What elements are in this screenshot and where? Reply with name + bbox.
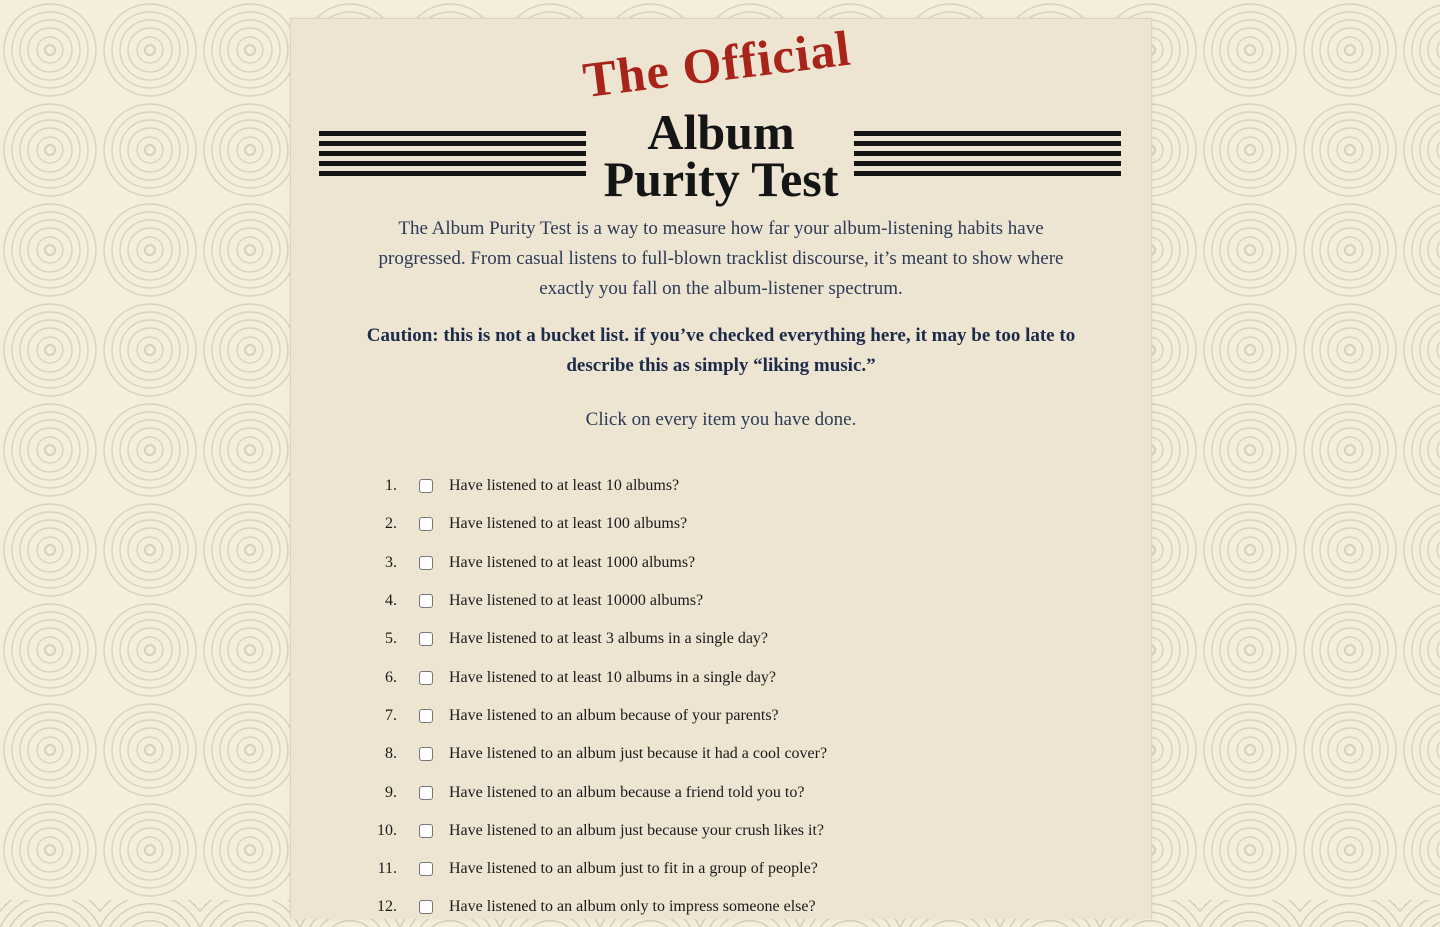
item-number: 11.	[377, 860, 397, 878]
item-number: 3.	[385, 553, 397, 571]
item-number: 10.	[377, 821, 397, 839]
item-label[interactable]: Have listened to an album just to fit in a group of people?	[449, 860, 818, 878]
caution-paragraph: Caution: this is not a bucket list. if you’ve checked everything here, it may be too late to describe this as simply “liking music.”	[366, 325, 1076, 376]
item-checkbox[interactable]	[419, 709, 433, 723]
item-label[interactable]: Have listened to at least 10000 albums?	[449, 592, 704, 610]
item-checkbox[interactable]	[419, 479, 433, 493]
item-label[interactable]: Have listened to at least 3 albums in a single day?	[449, 630, 769, 648]
item-number: 7.	[385, 706, 397, 724]
item-checkbox[interactable]	[419, 632, 433, 646]
item-number: 8.	[385, 745, 397, 763]
item-checkbox[interactable]	[419, 517, 433, 531]
header-kicker: The Official	[580, 19, 854, 109]
instructions-text: Click on every item you have done.	[585, 409, 857, 430]
item-label[interactable]: Have listened to at least 1000 albums?	[449, 553, 696, 571]
purity-test-list	[361, 467, 1081, 927]
item-label[interactable]: Have listened to at least 10 albums in a single day?	[449, 668, 777, 686]
list-item-1[interactable]	[361, 467, 1081, 505]
list-item-4[interactable]	[361, 582, 1081, 620]
list-item-2[interactable]	[361, 505, 1081, 543]
item-label[interactable]: Have listened to an album only to impress someone else?	[449, 898, 816, 916]
item-number: 12.	[377, 898, 397, 916]
item-label[interactable]: Have listened to an album because of your parents?	[449, 706, 779, 724]
list-item-7[interactable]	[361, 697, 1081, 735]
item-number: 6.	[385, 668, 397, 686]
item-checkbox[interactable]	[419, 594, 433, 608]
item-label[interactable]: Have listened to an album just because it had a cool cover?	[449, 745, 828, 763]
item-label[interactable]: Have listened to an album just because your crush likes it?	[449, 821, 825, 839]
item-checkbox[interactable]	[419, 671, 433, 685]
list-item-5[interactable]	[361, 620, 1081, 658]
item-number: 9.	[385, 783, 397, 801]
item-checkbox[interactable]	[419, 824, 433, 838]
list-item-10[interactable]	[361, 812, 1081, 850]
page-title-line2: Purity Test	[603, 151, 839, 207]
item-checkbox[interactable]	[419, 556, 433, 570]
item-number: 5.	[385, 630, 397, 648]
item-checkbox[interactable]	[419, 747, 433, 761]
page-header	[291, 19, 1151, 209]
list-item-8[interactable]	[361, 735, 1081, 773]
item-label[interactable]: Have listened to an album because a friend told you to?	[449, 783, 805, 801]
list-item-3[interactable]	[361, 544, 1081, 582]
item-checkbox[interactable]	[419, 786, 433, 800]
item-label[interactable]: Have listened to at least 10 albums?	[449, 477, 680, 495]
list-item-11[interactable]	[361, 850, 1081, 888]
item-label[interactable]: Have listened to at least 100 albums?	[449, 515, 688, 533]
item-number: 2.	[385, 515, 397, 533]
item-checkbox[interactable]	[419, 900, 433, 914]
item-number: 1.	[385, 477, 397, 495]
item-number: 4.	[385, 592, 397, 610]
page-title-line1: Album	[647, 104, 795, 160]
list-item-6[interactable]	[361, 658, 1081, 696]
list-item-9[interactable]	[361, 773, 1081, 811]
list-item-12[interactable]	[361, 888, 1081, 926]
item-checkbox[interactable]	[419, 862, 433, 876]
main-content-panel	[290, 18, 1152, 919]
intro-paragraph: The Album Purity Test is a way to measure how far your album-listening habits have progressed. From casual listens to full-blown tracklist discourse, it’s meant to show where exactly you fall on the album-listener spectrum.	[378, 218, 1064, 299]
